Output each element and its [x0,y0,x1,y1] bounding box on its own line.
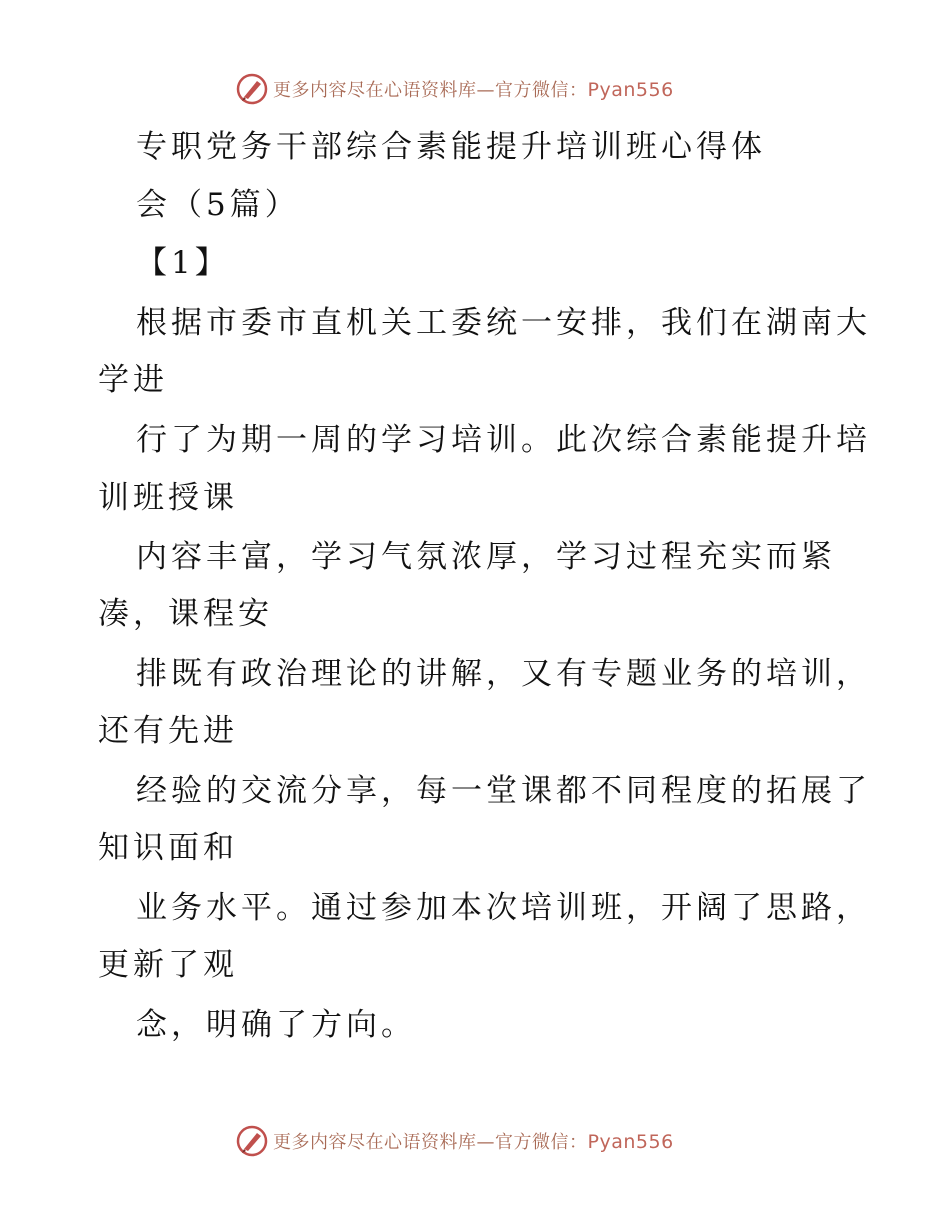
paragraph-line: 念，明确了方向。 [136,1007,416,1043]
paragraph-line: 经验的交流分享，每一堂课都不同程度的拓展了 [136,773,871,809]
pen-logo-icon [235,1124,269,1158]
paragraph-line: 业务水平。通过参加本次培训班，开阔了思路， [136,890,871,926]
paragraph-line: 更新了观 [98,947,238,983]
paragraph-line: 训班授课 [98,480,238,516]
paragraph-line: 学进 [98,362,168,398]
section-marker: 【1】 [136,245,230,281]
document-title-line-1: 专职党务干部综合素能提升培训班心得体 [136,129,766,165]
watermark-label: 更多内容尽在心语资料库—官方微信： [273,1132,588,1153]
watermark-banner-bottom [235,1124,674,1158]
watermark-text [273,1128,674,1154]
paragraph-line: 行了为期一周的学习培训。此次综合素能提升培 [136,422,871,458]
pen-logo-icon [235,72,269,106]
document-title-line-2: 会（5篇） [136,187,300,223]
paragraph-line: 内容丰富，学习气氛浓厚，学习过程充实而紧 [136,539,836,575]
paragraph-line: 排既有政治理论的讲解，又有专题业务的培训， [136,656,871,692]
paragraph-line: 凑，课程安 [98,596,273,632]
paragraph-line: 根据市委市直机关工委统一安排，我们在湖南大 [136,305,871,341]
watermark-banner-top [235,72,674,106]
watermark-account: Pyan556 [587,1131,674,1153]
watermark-account: Pyan556 [587,79,674,101]
paragraph-line: 知识面和 [98,830,238,866]
paragraph-line: 还有先进 [98,713,238,749]
watermark-label: 更多内容尽在心语资料库—官方微信： [273,80,588,101]
watermark-text [273,76,674,102]
